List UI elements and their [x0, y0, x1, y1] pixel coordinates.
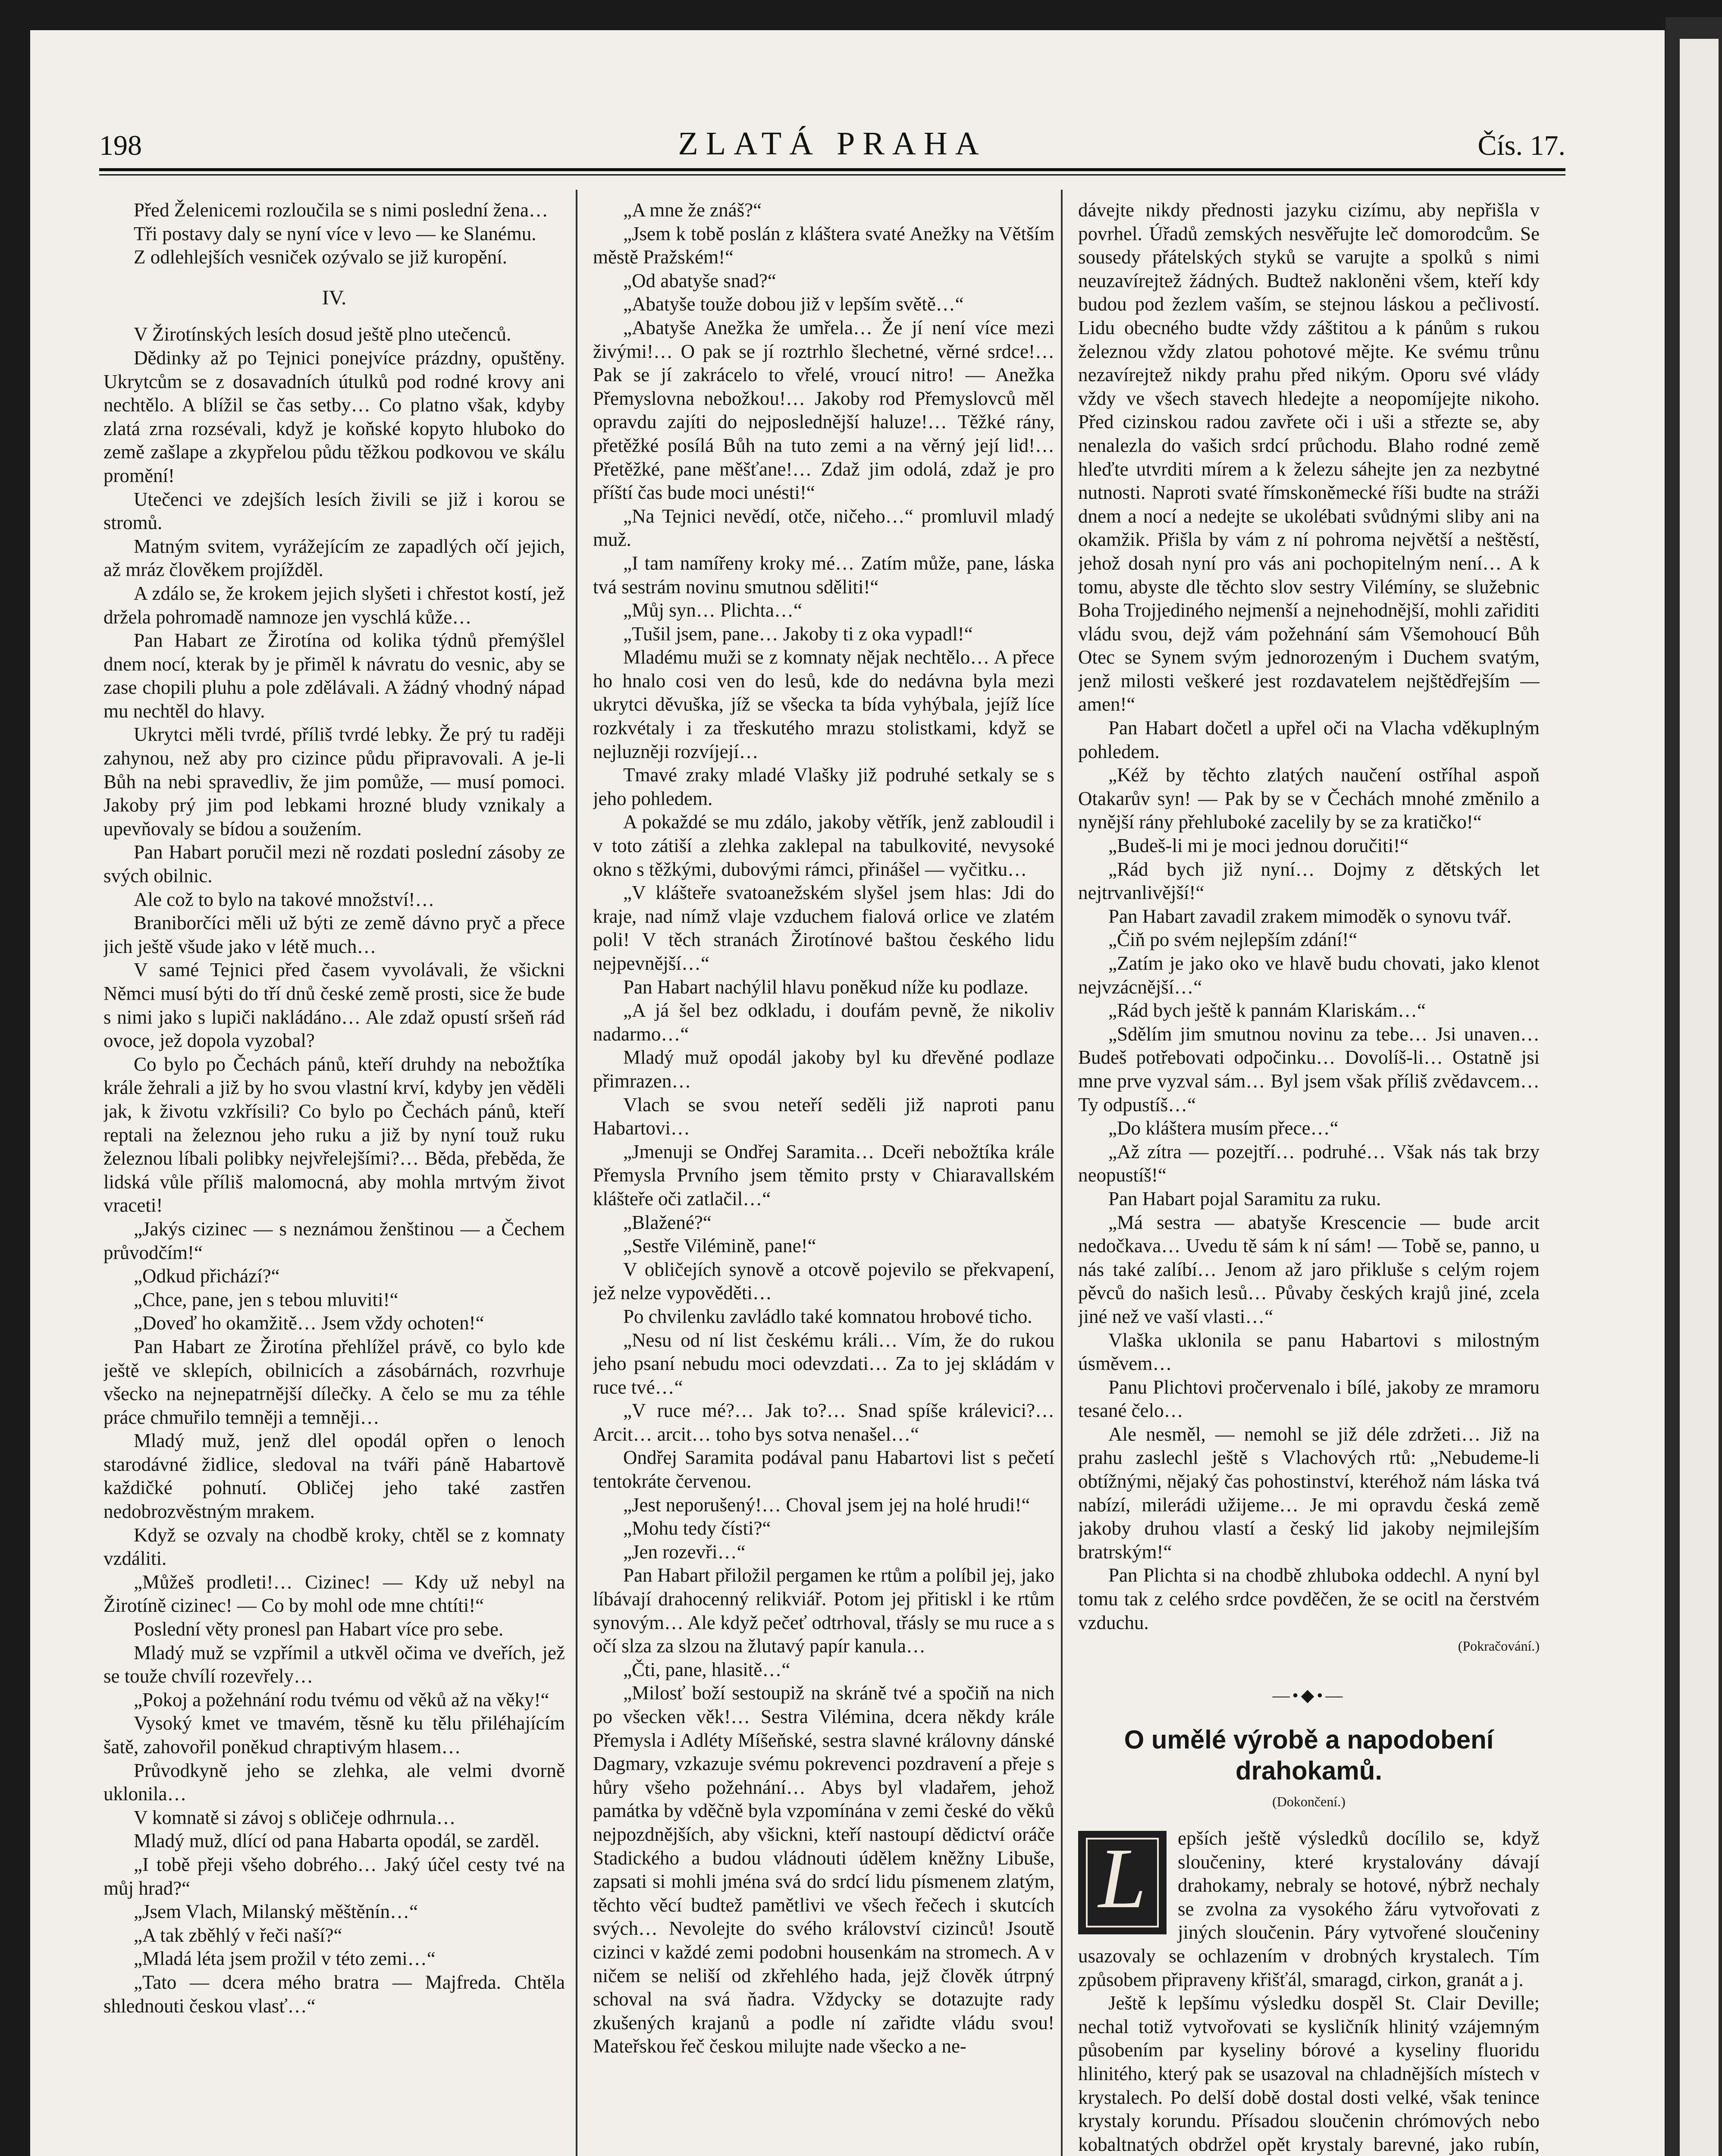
paragraph: Ještě k lepšímu výsledku dospěl St. Clair Deville; nechal totiž vytvořovati se kysličník hlinitý vzájemným působením par kyseliny bórové a kyseliny fluoridu hlinitého, který pak se usazoval na chladnějších místech v krystalech. Po delší době dostal dosti velké, však tenince krystaly korundu. Přísadou sloučenin chrómových nebo kobaltnatých obdržel opět krystaly barevné, jako rubín, — [1078, 1992, 1540, 2155]
paragraph: V komnatě si závoj s obličeje odhrnula… — [134, 1806, 456, 1828]
paragraph: Pan Plichta si na chodbě zhluboka oddechl. A nyní byl tomu tak z celého srdce povděčen, že se ocitl na čerstvém vzduchu. — [1078, 1564, 1540, 1633]
paragraph: „Jsem Vlach, Milanský měštěnín…“ — [134, 1901, 418, 1923]
paragraph: „Budeš-li mi je moci jednou doručiti!“ — [1108, 835, 1409, 857]
dropcap-letter: L — [1098, 1831, 1147, 1926]
paragraph: „Čiň po svém nejlepším zdání!“ — [1108, 929, 1358, 951]
paragraph: V obličejích synově a otcově pojevilo se překvapení, jež nelze vypověděti… — [593, 1258, 1054, 1304]
paragraph: Ale nesměl, — nemohl se již déle zdržeti… Již na prahu zaslechl ještě s Vlachových rtů: „Nebudeme-li obtížnými, nějaký čas pohostinství, kteréhož nám láska tvá nabízí, milerádi užijeme… Je mi opravdu česká země jakoby druhou vlastí a český lid jakoby nejmilejším bratrským!“ — [1078, 1423, 1540, 1563]
paragraph: „Kéž by těchto zlatých naučení ostříhal aspoň Otakarův syn! — Pak by se v Čechách mnohé změnilo a nynější rány přehluboké zacelily by se za kratičko!“ — [1078, 764, 1540, 833]
paragraph: A pokaždé se mu zdálo, jakoby větřík, jenž zabloudil i v toto zátiší a zlehka zaklepal na tabulkovité, nevysoké okno s těžkými, dubovými rámci, přinášel — vyčitku… — [593, 811, 1054, 880]
paragraph: „Nesu od ní list českému králi… Vím, že do rukou jeho psaní nebudu moci odevzdati… Za to jej skládám v ruce tvé…“ — [593, 1329, 1054, 1398]
page-number: 198 — [99, 130, 142, 161]
paragraph: Pan Habart zavadil zrakem mimoděk o synovu tvář. — [1108, 905, 1512, 927]
paragraph: Ukrytci měli tvrdé, příliš tvrdé lebky. Že prý tu raději zahynou, než aby pro cizince půdu připravovali. A je-li Bůh na nebi spravedliv, že jim pomůže, — musí pomoci. Jakoby prý jim pod lebkami hrozné bludy vznikaly a upevňovaly se bídou a soužením. — [104, 724, 565, 840]
paragraph: „I tam namířeny kroky mé… Zatím může, pane, láska tvá sestrám novinu smutnou sděliti!“ — [593, 552, 1054, 598]
header-rule — [99, 168, 1565, 171]
magazine-title: ZLATÁ PRAHA — [678, 125, 987, 162]
issue-number: Čís. 17. — [1477, 130, 1565, 161]
paragraph: V Žirotínských lesích dosud ještě plno utečenců. — [134, 323, 511, 345]
paragraph: „Abatyše Anežka že umřela… Že jí není více mezi živými!… O pak se jí roztrhlo šlechetné, věrné srdce!… Pak se jí zakrácelo to vřelé, vroucí nitro! — Anežka Přemyslovna nebožkou!… Jakoby rod Přemyslovců měl opravdu zajíti do nejposlednější haluze!… Těžké rány, přetěžké posílá Bůh na tuto zemi a na věrný její lid!… Přetěžké, pane měšťane!… Zdaž jim odolá, zdaž je pro příští čas bude moci unésti!“ — [593, 317, 1054, 504]
paragraph: Pan Habart dočetl a upřel oči na Vlacha vděkuplným pohledem. — [1078, 717, 1540, 762]
paragraph: Když se ozvaly na chodbě kroky, chtěl se z komnaty vzdáliti. — [104, 1524, 565, 1570]
paragraph: „Rád bych již nyní… Dojmy z dětských let nejtrvanlivější!“ — [1078, 858, 1540, 904]
paragraph: Mladý muž opodál jakoby byl ku dřevěné podlaze přimrazen… — [593, 1047, 1054, 1092]
paragraph: Vlaška uklonila se panu Habartovi s milostným úsměvem… — [1078, 1329, 1540, 1375]
paragraph: Mladému muži se z komnaty nějak nechtělo… A přece ho hnalo cosi ven do lesů, kde do nedávna byla mezi ukrytci děvuška, jíž se všecka ta bída vyhýbala, jejíž líce rozkvétaly i za třeskutého mrazu stolistkami, když se nejluzněji rozvíjejí… — [593, 646, 1054, 762]
paragraph: „I tobě přeji všeho dobrého… Jaký účel cesty tvé na můj hrad?“ — [104, 1853, 565, 1899]
paragraph: Vysoký kmet ve tmavém, těsně ku tělu přiléhajícím šatě, zahovořil poněkud chraptivým hlasem… — [104, 1712, 565, 1758]
adjacent-page-sliver — [1680, 39, 1719, 2156]
paragraph: „Mladá léta jsem prožil v této zemi…“ — [134, 1948, 436, 1970]
continued-note: (Pokračování.) — [1458, 1638, 1540, 1654]
section-number: IV. — [322, 286, 347, 309]
paragraph: Mladý muž, jenž dlel opodál opřen o lenoch starodávné židlice, sledoval na tváři páně Habartově každičké pohnutí. Obličej jeho také zastřen nedobrozvěstným mrakem. — [104, 1430, 565, 1523]
paragraph: „Sestře Vilémině, pane!“ — [623, 1235, 816, 1257]
column-3 — [1078, 198, 1540, 2156]
paragraph: Průvodkyně jeho se zlehka, ale velmi dvorně uklonila… — [104, 1759, 565, 1805]
column-2 — [593, 198, 1054, 2156]
paragraph: Pan Habart nachýlil hlavu poněkud níže ku podlaze. — [623, 976, 1029, 998]
paragraph: Vlach se svou neteří seděli již naproti panu Habartovi… — [593, 1094, 1054, 1139]
paragraph: „Až zítra — pozejtří… podruhé… Však nás tak brzy neopustíš!“ — [1078, 1141, 1540, 1186]
paragraph: Před Želenicemi rozloučila se s nimi poslední žena… — [134, 199, 548, 221]
running-header — [99, 125, 1565, 168]
paragraph: „Jen rozevři…“ — [623, 1541, 746, 1563]
paragraph: „Mohu tedy čísti?“ — [623, 1517, 771, 1539]
paragraph: Ondřej Saramita podával panu Habartovi list s pečetí tentokráte červenou. — [593, 1447, 1054, 1492]
paragraph: „Jakýs cizinec — s neznámou ženštinou — a Čechem průvodčím!“ — [104, 1218, 565, 1263]
paragraph: Pan Habart přiložil pergamen ke rtům a políbil jej, jako líbávají drahocenný relikviář. Potom jej přitiskl i ke rtům synovým… Ale když pečeť odtrhoval, třásly se mu ruce a s očí slza za slzou na žlutavý papír kanula… — [593, 1564, 1054, 1657]
paragraph: epších ještě výsledků docílilo se, když sloučeniny, které krystalovány dávají drahokamy, nebraly se hotové, nýbrž nechaly se zvolna za vysokého žáru vytvořovati z jiných sloučenin. Páry vytvořené sloučeniny usazovaly se ochlazením v drobných krystalech. Tím způsobem připraveny křišťál, smaragd, cirkon, granát a j. — [1078, 1827, 1540, 1990]
section-ornament: —•◆•— — [1272, 1685, 1346, 1705]
paragraph: „Zatím je jako oko ve hlavě budu chovati, jako klenot nejvzácnější…“ — [1078, 953, 1540, 998]
paragraph: V samé Tejnici před časem vyvolávali, že všickni Němci musí býti do tří dnů české země prosti, sice že bude s nimi jako s lupiči nakládáno… Ale zdaž opustí sršeň rád ovoce, jež dopola vyzobal? — [104, 959, 565, 1052]
paragraph: „Do kláštera musím přece…“ — [1108, 1117, 1339, 1139]
paragraph: Panu Plichtovi pročervenalo i bílé, jakoby ze mramoru tesané čelo… — [1078, 1376, 1540, 1422]
paragraph: Pan Habart ze Žirotína od kolika týdnů přemýšlel dnem nocí, kterak by je přiměl k návratu do vesnic, aby se zase chopili pluhu a pole zdělávali. A žádný vhodný nápad mu nechtěl do hlavy. — [104, 630, 565, 722]
paragraph: „Jmenuji se Ondřej Saramita… Dceři nebožtíka krále Přemysla Prvního jsem těmito prsty v Chiaravallském klášteře oči zatlačil…“ — [593, 1141, 1054, 1210]
paragraph: A zdálo se, že krokem jejich slyšeti i chřestot kostí, jež držela pohromadě namnoze jen vyschlá kůže… — [104, 582, 565, 628]
paragraph: Co bylo po Čechách pánů, kteří druhdy na nebožtíka krále žehrali a již by ho svou vlastní krví, kdyby jen věděli jak, k životu vzkřísili? Co bylo po Čechách pánů, kteří reptali na železnou jeho ruku a již by nyní touž ruku železnou líbali polibky nejvřelejšími?… Běda, přeběda, že lidská vůle příliš malomocná, aby mohla mrtvým život vraceti! — [104, 1053, 565, 1216]
paragraph: „Rád bych ještě k pannám Klariskám…“ — [1108, 1000, 1426, 1022]
paragraph: „Od abatyše snad?“ — [623, 270, 776, 291]
paragraph: Ale což to bylo na takové množství!… — [134, 888, 435, 910]
paragraph: Po chvilenku zavládlo také komnatou hrobové ticho. — [623, 1305, 1032, 1327]
paragraph: Utečenci ve zdejších lesích živili se již i korou se stromů. — [104, 488, 565, 534]
paragraph: „V ruce mé?… Jak to?… Snad spíše králevici?… Arcit… arcit… toho bys sotva nenašel…“ — [593, 1400, 1054, 1445]
paragraph: Mladý muž se vzpřímil a utkvěl očima ve dveřích, jež se touže chvílí rozevřely… — [104, 1642, 565, 1687]
paragraph: „Blažené?“ — [623, 1211, 712, 1233]
paragraph: „Čti, pane, hlasitě…“ — [623, 1658, 790, 1680]
paragraph: „Odkud přichází?“ — [134, 1265, 280, 1287]
paragraph: „V klášteře svatoanežském slyšel jsem hlas: Jdi do kraje, nad nímž vlaje vzduchem fialová orlice ve zlatém poli! V těch stranách Žirotínové baštou českého lidu nejpevnější…“ — [593, 882, 1054, 974]
paragraph: „A tak zběhlý v řeči naší?“ — [134, 1924, 342, 1946]
dropcap-ornament — [1078, 1831, 1167, 1934]
paragraph: Tmavé zraky mladé Vlašky již podruhé setkaly se s jeho pohledem. — [593, 764, 1054, 809]
paragraph: „Můžeš prodleti!… Cizinec! — Kdy už nebyl na Žirotíně cizinec! — Co by mohl ode mne chtíti!“ — [104, 1571, 565, 1617]
paragraph: Dědinky až po Tejnici ponejvíce prázdny, opuštěny. Ukrytcům se z dosavadních útulků pod rodné krovy ani nechtělo. A blížil se čas setby… Co platno však, kdyby zlatá zrna rozsévali, když je koňské kopyto hluboko do země zašlape a zkypřelou půdu těžkou podkovou ve skálu promění! — [104, 347, 565, 486]
paragraph: „Tušil jsem, pane… Jakoby ti z oka vypadl!“ — [623, 623, 973, 645]
paragraph: Z odlehlejších vesniček ozývalo se již kuropění. — [134, 246, 507, 268]
article-title: O umělé výrobě a napodobení drahokamů. — [1124, 1725, 1494, 1786]
column-divider — [1061, 190, 1063, 2156]
paragraph: „Pokoj a požehnání rodu tvému od věků až na věky!“ — [134, 1689, 549, 1711]
paragraph: Tři postavy daly se nyní více v levo — ke Slanému. — [134, 222, 536, 244]
paragraph: „Sdělím jim smutnou novinu za tebe… Jsi unaven… Budeš potřebovati odpočinku… Dovolíš-li… Ostatně jsi mne prve vyzval sám… Byl jsem však příliš zvědavcem… Ty odpustíš…“ — [1078, 1023, 1540, 1116]
paragraph: „Má sestra — abatyše Krescencie — bude arcit nedočkava… Uvedu tě sám k ní sám! — Tobě se, panno, u nás také zalíbí… Jenom až jaro přikluše s celým rojem pěvců do našich lesů… Půvaby českých krajů jiné, zcela jiné než ve vaší vlasti…“ — [1078, 1211, 1540, 1327]
paragraph: Pan Habart poručil mezi ně rozdati poslední zásoby ze svých obilnic. — [104, 841, 565, 887]
paragraph: Matným svitem, vyrážejícím ze zapadlých očí jejich, až mráz člověkem projížděl. — [104, 535, 565, 581]
concluded-note: (Dokončení.) — [1272, 1794, 1346, 1810]
column-1 — [104, 198, 565, 2156]
paragraph: „Abatyše touže dobou již v lepším světě…“ — [623, 293, 964, 315]
header-rule-thin — [99, 174, 1565, 175]
paragraph: Braniborčíci měli už býti ze země dávno pryč a přece jich ještě všude jako v létě much… — [104, 912, 565, 957]
paragraph: „Jest neporušený!… Choval jsem jej na holé hrudi!“ — [623, 1494, 1030, 1516]
paragraph: Pan Habart pojal Saramitu za ruku. — [1108, 1188, 1381, 1210]
paragraph: Mladý muž, dlící od pana Habarta opodál, se zarděl. — [134, 1830, 539, 1852]
paragraph: „Milosť boží sestoupiž na skráně tvé a spočiň na nich po všecken věk!… Sestra Vilémina, dcera někdy krále Přemysla i Adléty Míšeňské, sestra slavné královny dánské Dagmary, vzkazuje svému pokrevenci pozdravení a přeje s hůry všeho požehnání… Abys byl vladařem, jehož památka by vděčně byla vzpomínána v zemi české do věků nejpozdnějších, aby všickni, kteří nastoupí dědictví oráče Stadického a budou vládnouti údělem kněžny Libuše, zapsati si mohli jména svá do srdcí lidu písmenem zlatým, těchto věcí budtež pamětlivi ve všech řečech i skutcích svých… Nevolejte do svého království cizinců! Jsoutě cizinci v každé zemi podobni housenkám na stromech. A v ničem se neliší od zkřehlého hada, jejž člověk útrpný schoval na svá ňadra. Vždycky se dotazujte rady zkušených krajanů a podle ní zařidte vládu svou! Mateřskou řeč českou milujte nade všecko a ne- — [593, 1682, 1054, 2057]
paragraph: Poslední věty pronesl pan Habart více pro sebe. — [134, 1618, 504, 1640]
paragraph: „A já šel bez odkladu, i doufám pevně, že nikoliv nadarmo…“ — [593, 1000, 1054, 1045]
paragraph: „Chce, pane, jen s tebou mluviti!“ — [134, 1288, 398, 1310]
paragraph: Pan Habart ze Žirotína přehlížel právě, co bylo kde ještě ve sklepích, obilnicích a zásobárnách, rozvrhuje všecko na nejnepatrnější dílečky. A čelo se mu za téhle práce chmuřilo temněji a temněji… — [104, 1335, 565, 1428]
paragraph: „Můj syn… Plichta…“ — [623, 599, 802, 621]
paragraph: „Na Tejnici nevědí, otče, ničeho…“ promluvil mladý muž. — [593, 505, 1054, 551]
column-divider — [576, 190, 577, 2156]
paragraph: „Jsem k tobě poslán z kláštera svaté Anežky na Větším městě Pražském!“ — [593, 222, 1054, 268]
paragraph: dávejte nikdy přednosti jazyku cizímu, aby nepřišla v povrhel. Úřadů zemských nesvěřujte leč domorodcům. Se sousedy přátelských styků se varujte a spolků s nimi neuzavírejtež žádných. Budtež nakloněni všem, kteří kdy budou pod žezlem vaším, se stejnou láskou a pečlivostí. Lidu obecného budte vždy záštitou a k pánům s rukou železnou vždy zlatou pohotové mějte. Ke svému trůnu nezavírejtež nikdy prahu před nikým. Oporu své vlády vždy ve všech stavech hledejte a neopomíjejte nikoho. Před cizinskou radou zavřete oči i uši a střezte se, aby nenalezla do vašich srdcí průchodu. Blaho rodné země hleďte utvrditi mírem a k železu sáhejte jen za nezbytné nutnosti. Naproti svaté římskoněmecké říši budte na stráži dnem a nocí a nedejte se ukolébati svůdnými sliby ani na okamžik. Přišla by vám z ní pohroma největší a neštěstí, jehož dosah nyní pro vás ani pochopitelným není… A k tomu, abyste dle těchto slov sestry Vilémíny, se služebnic Boha Trojjediného nejmenší a nejnehodnější, mohli zařiditi vládu svou, dejž vám požehnání sám Všemohoucí Bůh Otec se Synem svým jednorozeným i Duchem svatým, jenž milosti veškeré jest rozdavatelem nejštědřejším — amen!“ — [1078, 199, 1540, 715]
paragraph: „A mne že znáš?“ — [623, 199, 762, 221]
paragraph: „Tato — dcera mého bratra — Majfreda. Chtěla shlednouti českou vlasť…“ — [104, 1971, 565, 2017]
paragraph: „Doveď ho okamžitě… Jsem vždy ochoten!“ — [134, 1312, 484, 1334]
